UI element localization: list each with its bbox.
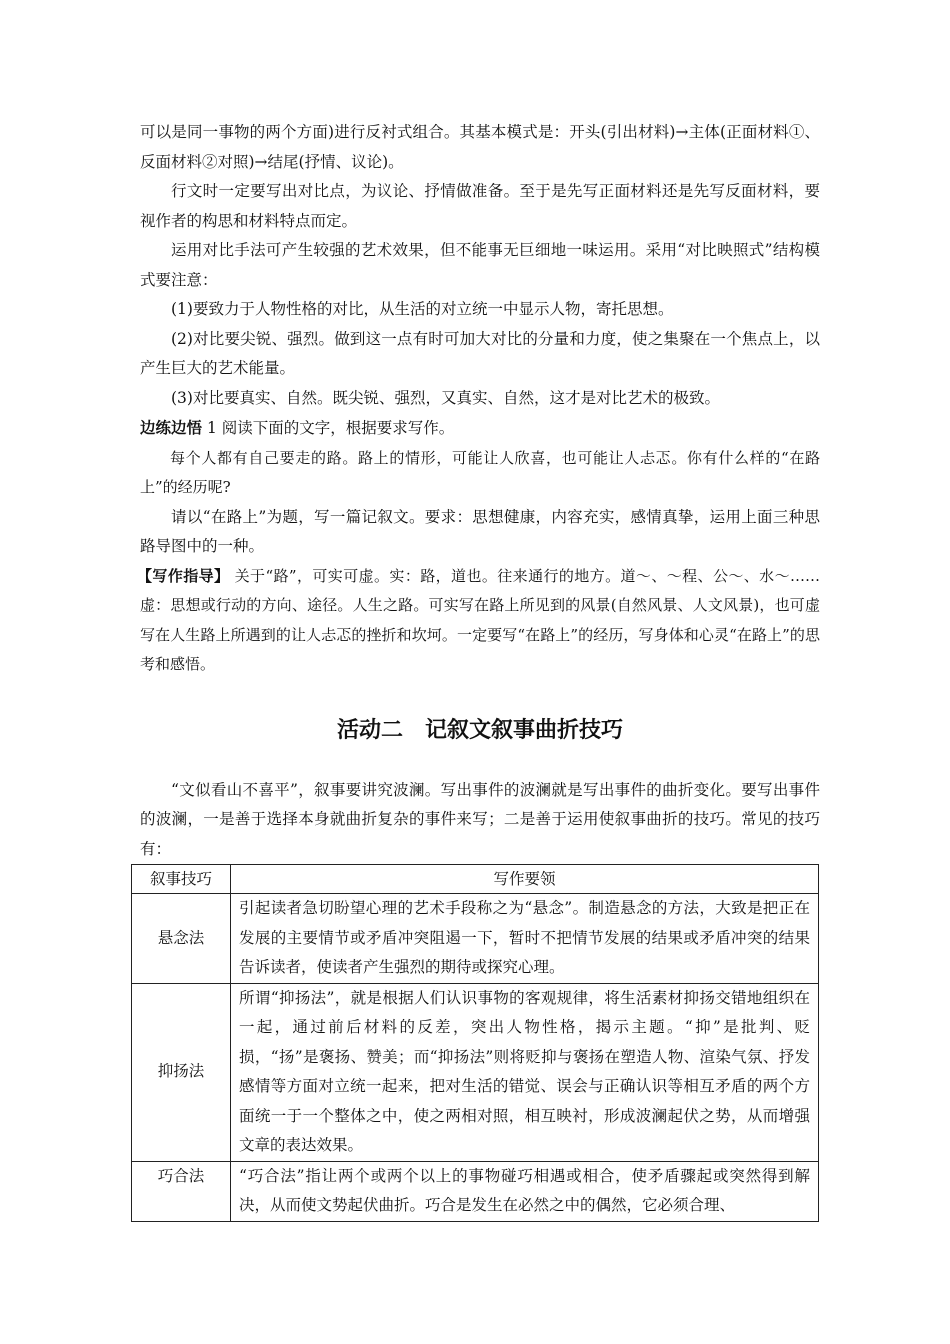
point-1: (1)要致力于人物性格的对比，从生活的对立统一中显示人物，寄托思想。 (171, 300, 674, 318)
exercise-prompt: 每个人都有自己要走的路。路上的情形，可能让人欣喜，也可能让人忐忑。你有什么样的“在路上”的经历呢? (140, 448, 820, 496)
guide-label: 【写作指导】 (137, 566, 230, 585)
techniques-table (131, 864, 819, 1222)
point-2: (2)对比要尖锐、强烈。做到这一点有时可加大对比的分量和力度，使之集聚在一个焦点上，以产生巨大的艺术能量。 (140, 329, 820, 377)
technique-cell: 悬念法 (132, 894, 231, 984)
table-header-row (132, 865, 819, 894)
essentials-cell: 所谓“抑扬法”，就是根据人们认识事物的客观规律，将生活素材抑扬交错地组织在一起，通过前后材料的反差，突出人物性格，揭示主题。“抑”是批判、贬损，“扬”是褒扬、赞美；而“抑扬法”则将贬抑与褒扬在塑造人物、渲染气氛、抒发感情等方面对立统一起来，把对生活的错觉、误会与正确认识等相互矛盾的两个方面统一于一个整体之中，使之两相对照，相互映衬，形成波澜起伏之势，从而增强文章的表达效果。 (231, 983, 819, 1161)
table-row (132, 894, 819, 984)
page-content (137, 118, 820, 1222)
paragraph-3: 运用对比手法可产生较强的艺术效果，但不能事无巨细地一味运用。采用“对比映照式”结构模式要注意： (140, 241, 820, 289)
essentials-cell: “巧合法”指让两个或两个以上的事物碰巧相遇或相合，使矛盾骤起或突然得到解决，从而使文势起伏曲折。巧合是发生在必然之中的偶然，它必须合理、 (231, 1161, 819, 1221)
exercise-label: 边练边悟 (140, 418, 203, 437)
table-row (132, 983, 819, 1161)
writing-guide (137, 562, 820, 680)
technique-cell: 抑扬法 (132, 983, 231, 1161)
technique-cell: 巧合法 (132, 1161, 231, 1221)
table-row (132, 1161, 819, 1221)
table-header: 写作要领 (231, 865, 819, 894)
guide-text: 关于“路”，可实可虚。实：路，道也。往来通行的地方。道～、～程、公～、水～……虚：思想或行动的方向、途径。人生之路。可实写在路上所见到的风景(自然风景、人文风景)，也可虚写在人生路上所遇到的让人忐忑的挫折和坎坷。一定要写“在路上”的经历，写身体和心灵“在路上”的思考和感悟。 (140, 566, 820, 673)
section-intro: “文似看山不喜平”，叙事要讲究波澜。写出事件的波澜就是写出事件的曲折变化。要写出事件的波澜，一是善于选择本身就曲折复杂的事件来写；二是善于运用使叙事曲折的技巧。常见的技巧有： (140, 780, 820, 858)
paragraph-2: 行文时一定要写出对比点，为议论、抒情做准备。至于是先写正面材料还是先写反面材料，要视作者的构思和材料特点而定。 (140, 182, 820, 230)
essentials-cell: 引起读者急切盼望心理的艺术手段称之为“悬念”。制造悬念的方法，大致是把正在发展的主要情节或矛盾冲突阻遏一下，暂时不把情节发展的结果或矛盾冲突的结果告诉读者，使读者产生强烈的期待或探究心理。 (231, 894, 819, 984)
exercise-task: 请以“在路上”为题，写一篇记叙文。要求：思想健康，内容充实，感情真挚，运用上面三种思路导图中的一种。 (140, 507, 820, 555)
point-3: (3)对比要真实、自然。既尖锐、强烈，又真实、自然，这才是对比艺术的极致。 (171, 388, 720, 407)
exercise-text: 1 阅读下面的文字，根据要求写作。 (202, 419, 455, 437)
paragraph-1: 可以是同一事物的两个方面)进行反衬式组合。其基本模式是：开头(引出材料)→主体(正面材料①、反面材料②对照)→结尾(抒情、议论)。 (140, 123, 820, 171)
table-header: 叙事技巧 (132, 865, 231, 894)
section-title: 活动二 记叙文叙事曲折技巧 (336, 717, 623, 743)
exercise-heading (140, 413, 820, 444)
